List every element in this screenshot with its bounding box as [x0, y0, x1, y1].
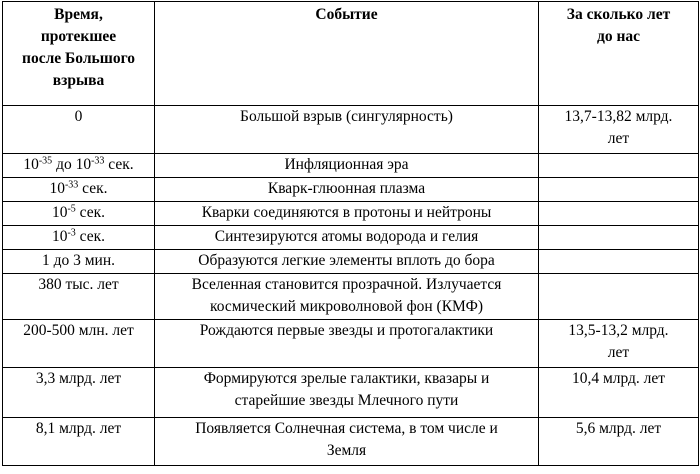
ago-line: 5,6 млрд. лет — [575, 420, 662, 437]
time-exponent: -33 — [64, 179, 79, 191]
table-row — [3, 368, 699, 418]
cell-ago — [539, 106, 699, 154]
table-row — [3, 106, 699, 154]
cell-time — [3, 106, 155, 154]
cell-ago — [539, 250, 699, 274]
event-line: Кварк-глюонная плазма — [267, 180, 426, 197]
event-line: старейшие звезды Млечного пути — [234, 392, 459, 409]
ago-line: лет — [607, 130, 630, 147]
ago-line: 13,7-13,82 млрд. — [564, 108, 673, 125]
header-ago-line: За сколько лет — [566, 6, 671, 23]
event-line: Земля — [326, 442, 367, 459]
time-base: 10 — [51, 228, 68, 245]
time-text: 3,3 млрд. лет — [35, 370, 122, 387]
time-text: 1 до 3 мин. — [41, 252, 116, 269]
ago-line: 10,4 млрд. лет — [571, 370, 666, 387]
cell-time — [3, 418, 155, 466]
cell-time — [3, 320, 155, 368]
header-ago-line: до нас — [596, 28, 641, 45]
cell-time — [3, 368, 155, 418]
cell-event — [155, 274, 539, 320]
time-text: 380 тыс. лет — [38, 276, 119, 293]
time-unit: сек. — [75, 228, 106, 245]
time-exponent: -35 — [38, 155, 53, 167]
header-time-line: после Большого — [22, 50, 135, 67]
cell-event — [155, 106, 539, 154]
cell-time — [3, 274, 155, 320]
cell-ago — [539, 274, 699, 320]
cell-ago — [539, 226, 699, 250]
table-row — [3, 202, 699, 226]
event-line: Вселенная становится прозрачной. Излучается — [191, 276, 502, 293]
table-row — [3, 418, 699, 466]
header-event-label: Событие — [315, 6, 378, 23]
header-time-line: взрыва — [52, 72, 105, 89]
cell-ago — [539, 202, 699, 226]
cell-event — [155, 178, 539, 202]
cell-time — [3, 202, 155, 226]
event-line: Рождаются первые звезды и протогалактики — [199, 322, 494, 339]
time-connector: до — [52, 156, 76, 173]
cell-time — [3, 178, 155, 202]
time-base: 10 — [49, 180, 65, 197]
cell-ago — [539, 368, 699, 418]
time-exponent: -33 — [91, 155, 105, 167]
event-line: Появляется Солнечная система, в том числе и — [195, 420, 498, 437]
event-line: Инфляционная эра — [284, 156, 409, 173]
table-row — [3, 320, 699, 368]
time-unit: сек. — [75, 204, 106, 221]
time-text: 0 — [74, 108, 83, 125]
cell-event — [155, 250, 539, 274]
ago-line: 13,5-13,2 млрд. — [568, 322, 669, 339]
ago-line: лет — [607, 344, 630, 361]
cell-event — [155, 202, 539, 226]
cell-event — [155, 154, 539, 178]
time-unit: сек. — [78, 180, 108, 197]
table-row — [3, 226, 699, 250]
header-ago — [539, 2, 699, 106]
header-event — [155, 2, 539, 106]
table-header-row — [3, 2, 699, 106]
cell-event — [155, 226, 539, 250]
time-base: 10 — [75, 156, 92, 173]
event-line: Образуются легкие элементы вплоть до бора — [198, 252, 495, 269]
header-time-line: протекшее — [40, 28, 117, 45]
time-base: 10 — [23, 156, 39, 173]
cell-event — [155, 368, 539, 418]
cell-ago — [539, 418, 699, 466]
time-text: 8,1 млрд. лет — [35, 420, 122, 437]
cell-event — [155, 320, 539, 368]
cell-time — [3, 250, 155, 274]
cell-ago — [539, 178, 699, 202]
table-row — [3, 250, 699, 274]
event-line: Синтезируются атомы водорода и гелия — [214, 228, 479, 245]
event-line: Кварки соединяются в протоны и нейтроны — [201, 204, 492, 221]
table-row — [3, 274, 699, 320]
cell-ago — [539, 320, 699, 368]
time-text: 200-500 млн. лет — [23, 322, 134, 339]
time-exponent: -5 — [67, 203, 76, 215]
cell-time — [3, 154, 155, 178]
cosmic-timeline-table — [2, 1, 699, 466]
time-base: 10 — [51, 204, 68, 221]
cell-event — [155, 418, 539, 466]
table-row — [3, 154, 699, 178]
time-unit: сек. — [104, 156, 134, 173]
header-time-line: Время, — [54, 6, 103, 23]
event-line: Большой взрыв (сингулярность) — [240, 108, 453, 125]
event-line: космический микроволновой фон (КМФ) — [209, 298, 484, 315]
cell-time — [3, 226, 155, 250]
event-line: Формируются зрелые галактики, квазары и — [203, 370, 490, 387]
table-row — [3, 178, 699, 202]
header-time — [3, 2, 155, 106]
time-exponent: -3 — [67, 227, 76, 239]
cell-ago — [539, 154, 699, 178]
